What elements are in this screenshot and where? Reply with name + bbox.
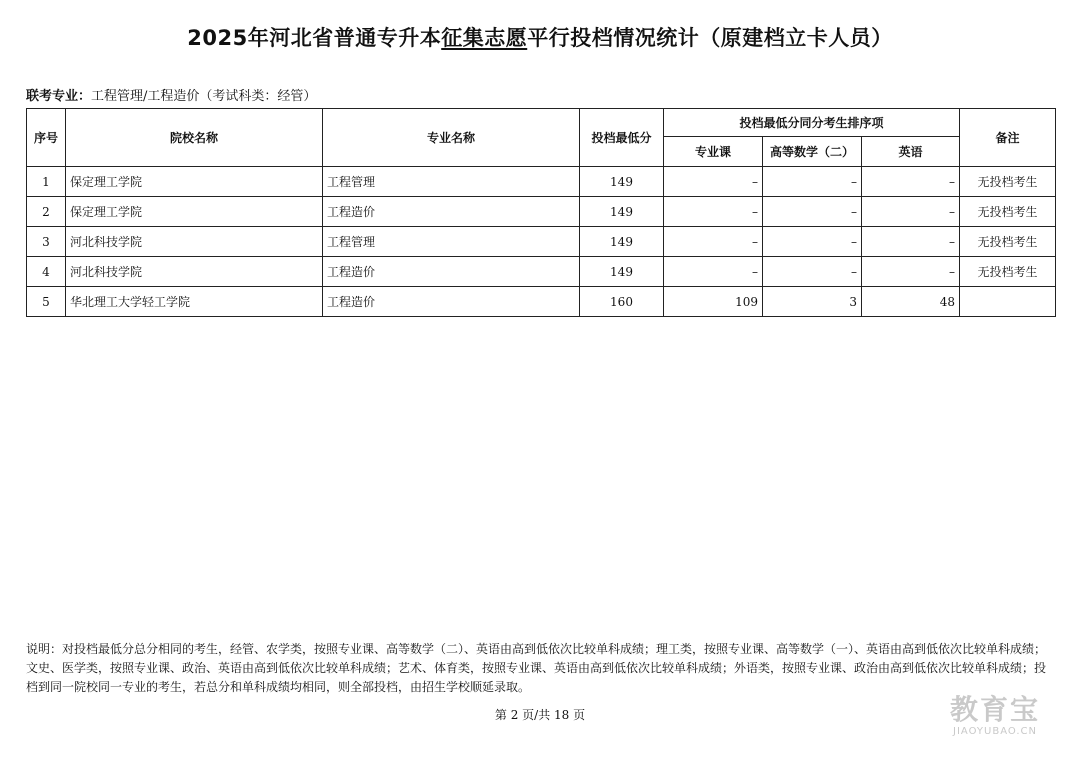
cell-major-course: – — [664, 257, 763, 287]
cell-min-score: 160 — [580, 287, 664, 317]
cell-remark: 无投档考生 — [960, 197, 1056, 227]
cell-school: 保定理工学院 — [66, 197, 323, 227]
cell-min-score: 149 — [580, 197, 664, 227]
table-row — [27, 257, 1056, 287]
header-row-1 — [27, 109, 1056, 137]
cell-min-score: 149 — [580, 227, 664, 257]
cell-school: 华北理工大学轻工学院 — [66, 287, 323, 317]
header-seq: 序号 — [27, 109, 66, 167]
cell-major: 工程造价 — [323, 287, 580, 317]
title-part-1: 2025年河北省普通专升本 — [187, 26, 442, 50]
cell-math: – — [763, 257, 862, 287]
cell-english: – — [862, 197, 960, 227]
cell-remark: 无投档考生 — [960, 257, 1056, 287]
header-min-score: 投档最低分 — [580, 109, 664, 167]
cell-seq: 2 — [27, 197, 66, 227]
table-row — [27, 197, 1056, 227]
cell-min-score: 149 — [580, 167, 664, 197]
cell-english: – — [862, 257, 960, 287]
header-sub-english: 英语 — [862, 137, 960, 167]
header-remark: 备注 — [960, 109, 1056, 167]
watermark-logo — [920, 694, 1070, 737]
cell-seq: 3 — [27, 227, 66, 257]
table-row — [27, 287, 1056, 317]
header-sub-major-course: 专业课 — [664, 137, 763, 167]
cell-school: 河北科技学院 — [66, 227, 323, 257]
cell-major: 工程管理 — [323, 167, 580, 197]
cell-english: – — [862, 167, 960, 197]
page-number: 第 2 页/共 18 页 — [494, 708, 586, 722]
cell-remark: 无投档考生 — [960, 167, 1056, 197]
header-major: 专业名称 — [323, 109, 580, 167]
major-line — [26, 85, 316, 104]
cell-major: 工程造价 — [323, 197, 580, 227]
cell-math: – — [763, 227, 862, 257]
cell-remark — [960, 287, 1056, 317]
cell-english: 48 — [862, 287, 960, 317]
cell-seq: 1 — [27, 167, 66, 197]
cell-major-course: – — [664, 167, 763, 197]
header-tie-group: 投档最低分同分考生排序项 — [664, 109, 960, 137]
table-row — [27, 167, 1056, 197]
title-underlined: 征集志愿 — [441, 26, 528, 50]
title-part-2: 平行投档情况统计（原建档立卡人员） — [527, 26, 893, 50]
cell-seq: 5 — [27, 287, 66, 317]
watermark-site: JIAOYUBAO.CN — [953, 726, 1037, 737]
cell-math: – — [763, 197, 862, 227]
major-label: 联考专业： — [26, 89, 92, 104]
explanation-note: 说明：对投档最低分总分相同的考生，经管、农学类，按照专业课、高等数学（二）、英语由高到低依次比较单科成绩；理工类，按照专业课、高等数学（一）、英语由高到低依次比较单科成绩；文史、医学类，按照专业课、政治、英语由高到低依次比较单科成绩；艺术、体育类，按照专业课、英语由高到低依次比较单科成绩；外语类，按照专业课、政治由高到低依次比较单科成绩；投档到同一院校同一专业的考生，若总分和单科成绩均相同，则全部投档，由招生学校顺延录取。 — [26, 642, 1047, 694]
cell-major-course: – — [664, 227, 763, 257]
cell-seq: 4 — [27, 257, 66, 287]
cell-english: – — [862, 227, 960, 257]
cell-major: 工程造价 — [323, 257, 580, 287]
cell-math: – — [763, 167, 862, 197]
cell-min-score: 149 — [580, 257, 664, 287]
table-body — [27, 167, 1056, 317]
cell-school: 河北科技学院 — [66, 257, 323, 287]
cell-major-course: – — [664, 197, 763, 227]
cell-major-course: 109 — [664, 287, 763, 317]
document-title — [0, 22, 1080, 52]
cell-school: 保定理工学院 — [66, 167, 323, 197]
cell-remark: 无投档考生 — [960, 227, 1056, 257]
cell-math: 3 — [763, 287, 862, 317]
admission-table — [26, 108, 1056, 317]
watermark-brand: 教育宝 — [949, 693, 1040, 726]
header-school: 院校名称 — [66, 109, 323, 167]
table-row — [27, 227, 1056, 257]
header-sub-math: 高等数学（二） — [763, 137, 862, 167]
cell-major: 工程管理 — [323, 227, 580, 257]
major-value: 工程管理/工程造价（考试科类：经管） — [91, 89, 317, 104]
